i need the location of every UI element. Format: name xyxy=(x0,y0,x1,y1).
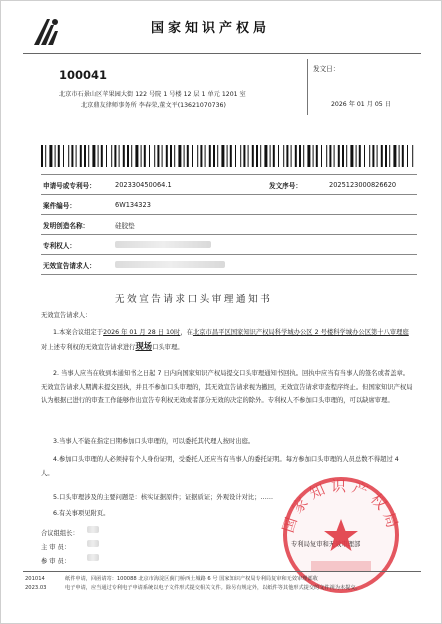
requester-redacted xyxy=(115,261,225,268)
footer-divider xyxy=(23,571,421,572)
case-info-row xyxy=(41,235,417,255)
patentee-redacted xyxy=(115,241,211,248)
case-info-row xyxy=(41,215,417,235)
paragraph-4: 4.参加口头审理的人必须持有个人身份证明，受委托人还应当有当事人的委托证明。每方参加口头审理的人员总数不得超过 4 人。 xyxy=(41,456,399,477)
form-code: 201014 xyxy=(25,576,45,582)
paragraph-2: 2. 当事人应当在收到本通知书之日起 7 日内向国家知识产权局提交口头审理通知书回执。回执中应当有当事人的签名或者盖章。无效宣告请求人期满未提交回执，并且不参加口头审理的，其无效宣告请求视为撤回，无效宣告请求审查程序终止。但国家知识产权局认为根据已进行的审查工作能够作出宣告专利权无效或者部分无效的决定的除外。专利权人不参加口头审理的，可以缺席审理。 xyxy=(41,370,413,404)
case-info-row xyxy=(41,195,417,215)
address-line-2: 北京鼎友律师事务所 李春荣,董文平(13621070736) xyxy=(81,102,226,109)
hearing-date: 2026 年 01 月 28 日 10时 xyxy=(103,329,181,336)
patentee-label: 专利权人： xyxy=(41,235,113,255)
panel-chief-label: 合议组组长： xyxy=(41,530,79,537)
hearing-mode: 现场 xyxy=(135,340,153,351)
paragraph-1 xyxy=(41,326,413,354)
paragraph-3: 3.当事人不能在指定日期参加口头审理的，可以委托其代理人按时出庭。 xyxy=(53,438,255,445)
design-name-label: 发明创造名称： xyxy=(41,215,113,235)
app-no-value: 202330450064.1 xyxy=(113,175,267,195)
footer-line-1: 纸件申请，回函请寄：100088 北京市海淀区蓟门桥西土城路 6 号 国家知识产权局专利局复审和无效审理部收 xyxy=(65,576,318,582)
barcode xyxy=(41,145,417,167)
footer-note xyxy=(65,575,415,592)
case-no-label: 案件编号： xyxy=(41,195,113,215)
case-info-table xyxy=(41,174,417,275)
panel-chief-redacted xyxy=(87,526,99,533)
case-no-value: 6W134323 xyxy=(113,195,417,215)
app-no-label: 申请号或专利号： xyxy=(41,175,113,195)
hearing-place-1: 北京市昌平区国家知识产权局科学城办公区 2 号楼科学城 xyxy=(192,329,353,336)
postcode: 100041 xyxy=(59,68,108,82)
serial-label: 发文序号： xyxy=(267,175,327,195)
serial-value: 2025123000826620 xyxy=(327,175,417,195)
p1-text-c: 对上述专利权的无效宣告请求进行 xyxy=(41,343,136,351)
p1-text-d: 口头审理。 xyxy=(152,343,184,351)
member-examiner-label: 参 审 员： xyxy=(41,558,71,565)
dispatch-date: 2026 年 01 月 05 日 xyxy=(331,101,391,108)
chief-examiner-label: 主 审 员： xyxy=(41,544,71,551)
dispatch-date-label: 发文日： xyxy=(313,65,340,73)
notice-title: 无效宣告请求口头审理通知书 xyxy=(115,294,273,305)
header-title: 国家知识产权局 xyxy=(151,21,271,36)
design-name-value: 硅胶垫 xyxy=(113,215,417,235)
header-divider xyxy=(23,53,421,54)
member-examiner-redacted xyxy=(87,554,99,561)
footer-line-2: 电子申请，应当通过专利电子申请系统以电子文件形式提交相关文件。除另有规定外，以纸件等其他形式提交的文件视为未提交。 xyxy=(65,584,361,591)
svg-text:国家知识产权局: 国家知识产权局 xyxy=(278,477,404,535)
cnipa-logo xyxy=(31,15,61,49)
form-year: 2023.03 xyxy=(25,585,47,591)
paragraph-5: 5.口头审理涉及的主要问题是：核实证据原件；证据质证；外观设计对比；…… xyxy=(53,494,274,501)
case-info-row xyxy=(41,175,417,195)
p1-text-b: ，在 xyxy=(180,329,193,336)
hearing-place-2: 办公区第十八审理庭 xyxy=(352,329,409,336)
address-line-1: 北京市石景山区苹果园大街 122 号院 1 号楼 12 层 1 单元 1201 室 xyxy=(59,91,246,98)
paragraph-6: 6.有关事项见附页。 xyxy=(53,510,110,517)
addressee: 无效宣告请求人： xyxy=(41,312,92,319)
case-info-row xyxy=(41,255,417,275)
chief-examiner-redacted xyxy=(87,540,99,547)
addressee-line xyxy=(41,309,413,323)
requester-label: 无效宣告请求人： xyxy=(41,255,113,275)
p1-text-a: 1.本案合议组定于 xyxy=(53,329,104,336)
